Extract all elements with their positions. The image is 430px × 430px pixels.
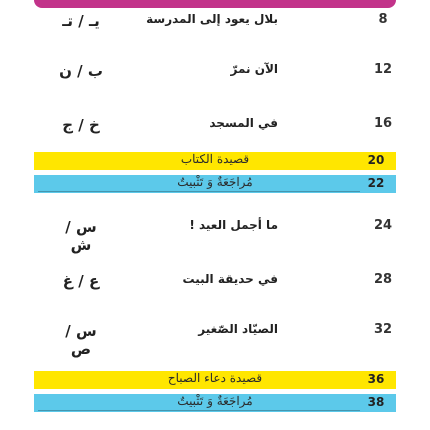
toc-row[interactable] [34, 272, 396, 292]
lesson-letters: س / ص [65, 322, 97, 358]
lesson-title: ما أجمل العيد ! [189, 218, 278, 232]
toc-band-review[interactable] [34, 175, 396, 193]
toc-row[interactable] [34, 322, 396, 358]
toc-row[interactable] [34, 62, 396, 82]
lesson-title: الآن نمرّ [230, 62, 278, 76]
top-decorative-bar [34, 0, 396, 8]
toc-band-poem[interactable] [34, 152, 396, 170]
lesson-title: في حديقة البيت [182, 272, 278, 286]
page-number: 20 [367, 153, 385, 167]
toc-row[interactable] [34, 218, 396, 254]
lesson-letters: ب / ن [59, 62, 103, 80]
toc-row[interactable] [34, 116, 396, 136]
lesson-letters: يـ / تـ [62, 12, 100, 30]
page-number: 38 [367, 395, 385, 409]
page-number: 36 [367, 372, 385, 386]
page-number: 32 [373, 322, 393, 337]
lesson-title: بلال يعود إلى المدرسة [146, 12, 278, 26]
band-underline [38, 410, 360, 411]
band-underline [38, 191, 360, 192]
page-number: 22 [367, 176, 385, 190]
band-title: قصيدة الكتاب [180, 152, 250, 166]
toc-band-review[interactable] [34, 394, 396, 412]
band-title: قصيدة دعاء الصباح [167, 371, 263, 385]
page-number: 24 [373, 218, 393, 233]
band-title: مُراجَعَةٌ وَ تَثْبيتٌ [177, 175, 253, 189]
lesson-title: في المسجد [209, 116, 278, 130]
lesson-title: الصيّاد الصّغير [198, 322, 278, 336]
lesson-letters: ع / غ [62, 272, 100, 290]
lesson-letters: س / ش [65, 218, 97, 254]
page-number: 8 [378, 12, 388, 27]
page-number: 16 [373, 116, 393, 131]
band-title: مُراجَعَةٌ وَ تَثْبيتٌ [177, 394, 253, 408]
toc-row[interactable] [34, 12, 396, 32]
page-number: 12 [373, 62, 393, 77]
toc-band-poem[interactable] [34, 371, 396, 389]
page-number: 28 [373, 272, 393, 287]
lesson-letters: خ / ج [62, 116, 100, 134]
